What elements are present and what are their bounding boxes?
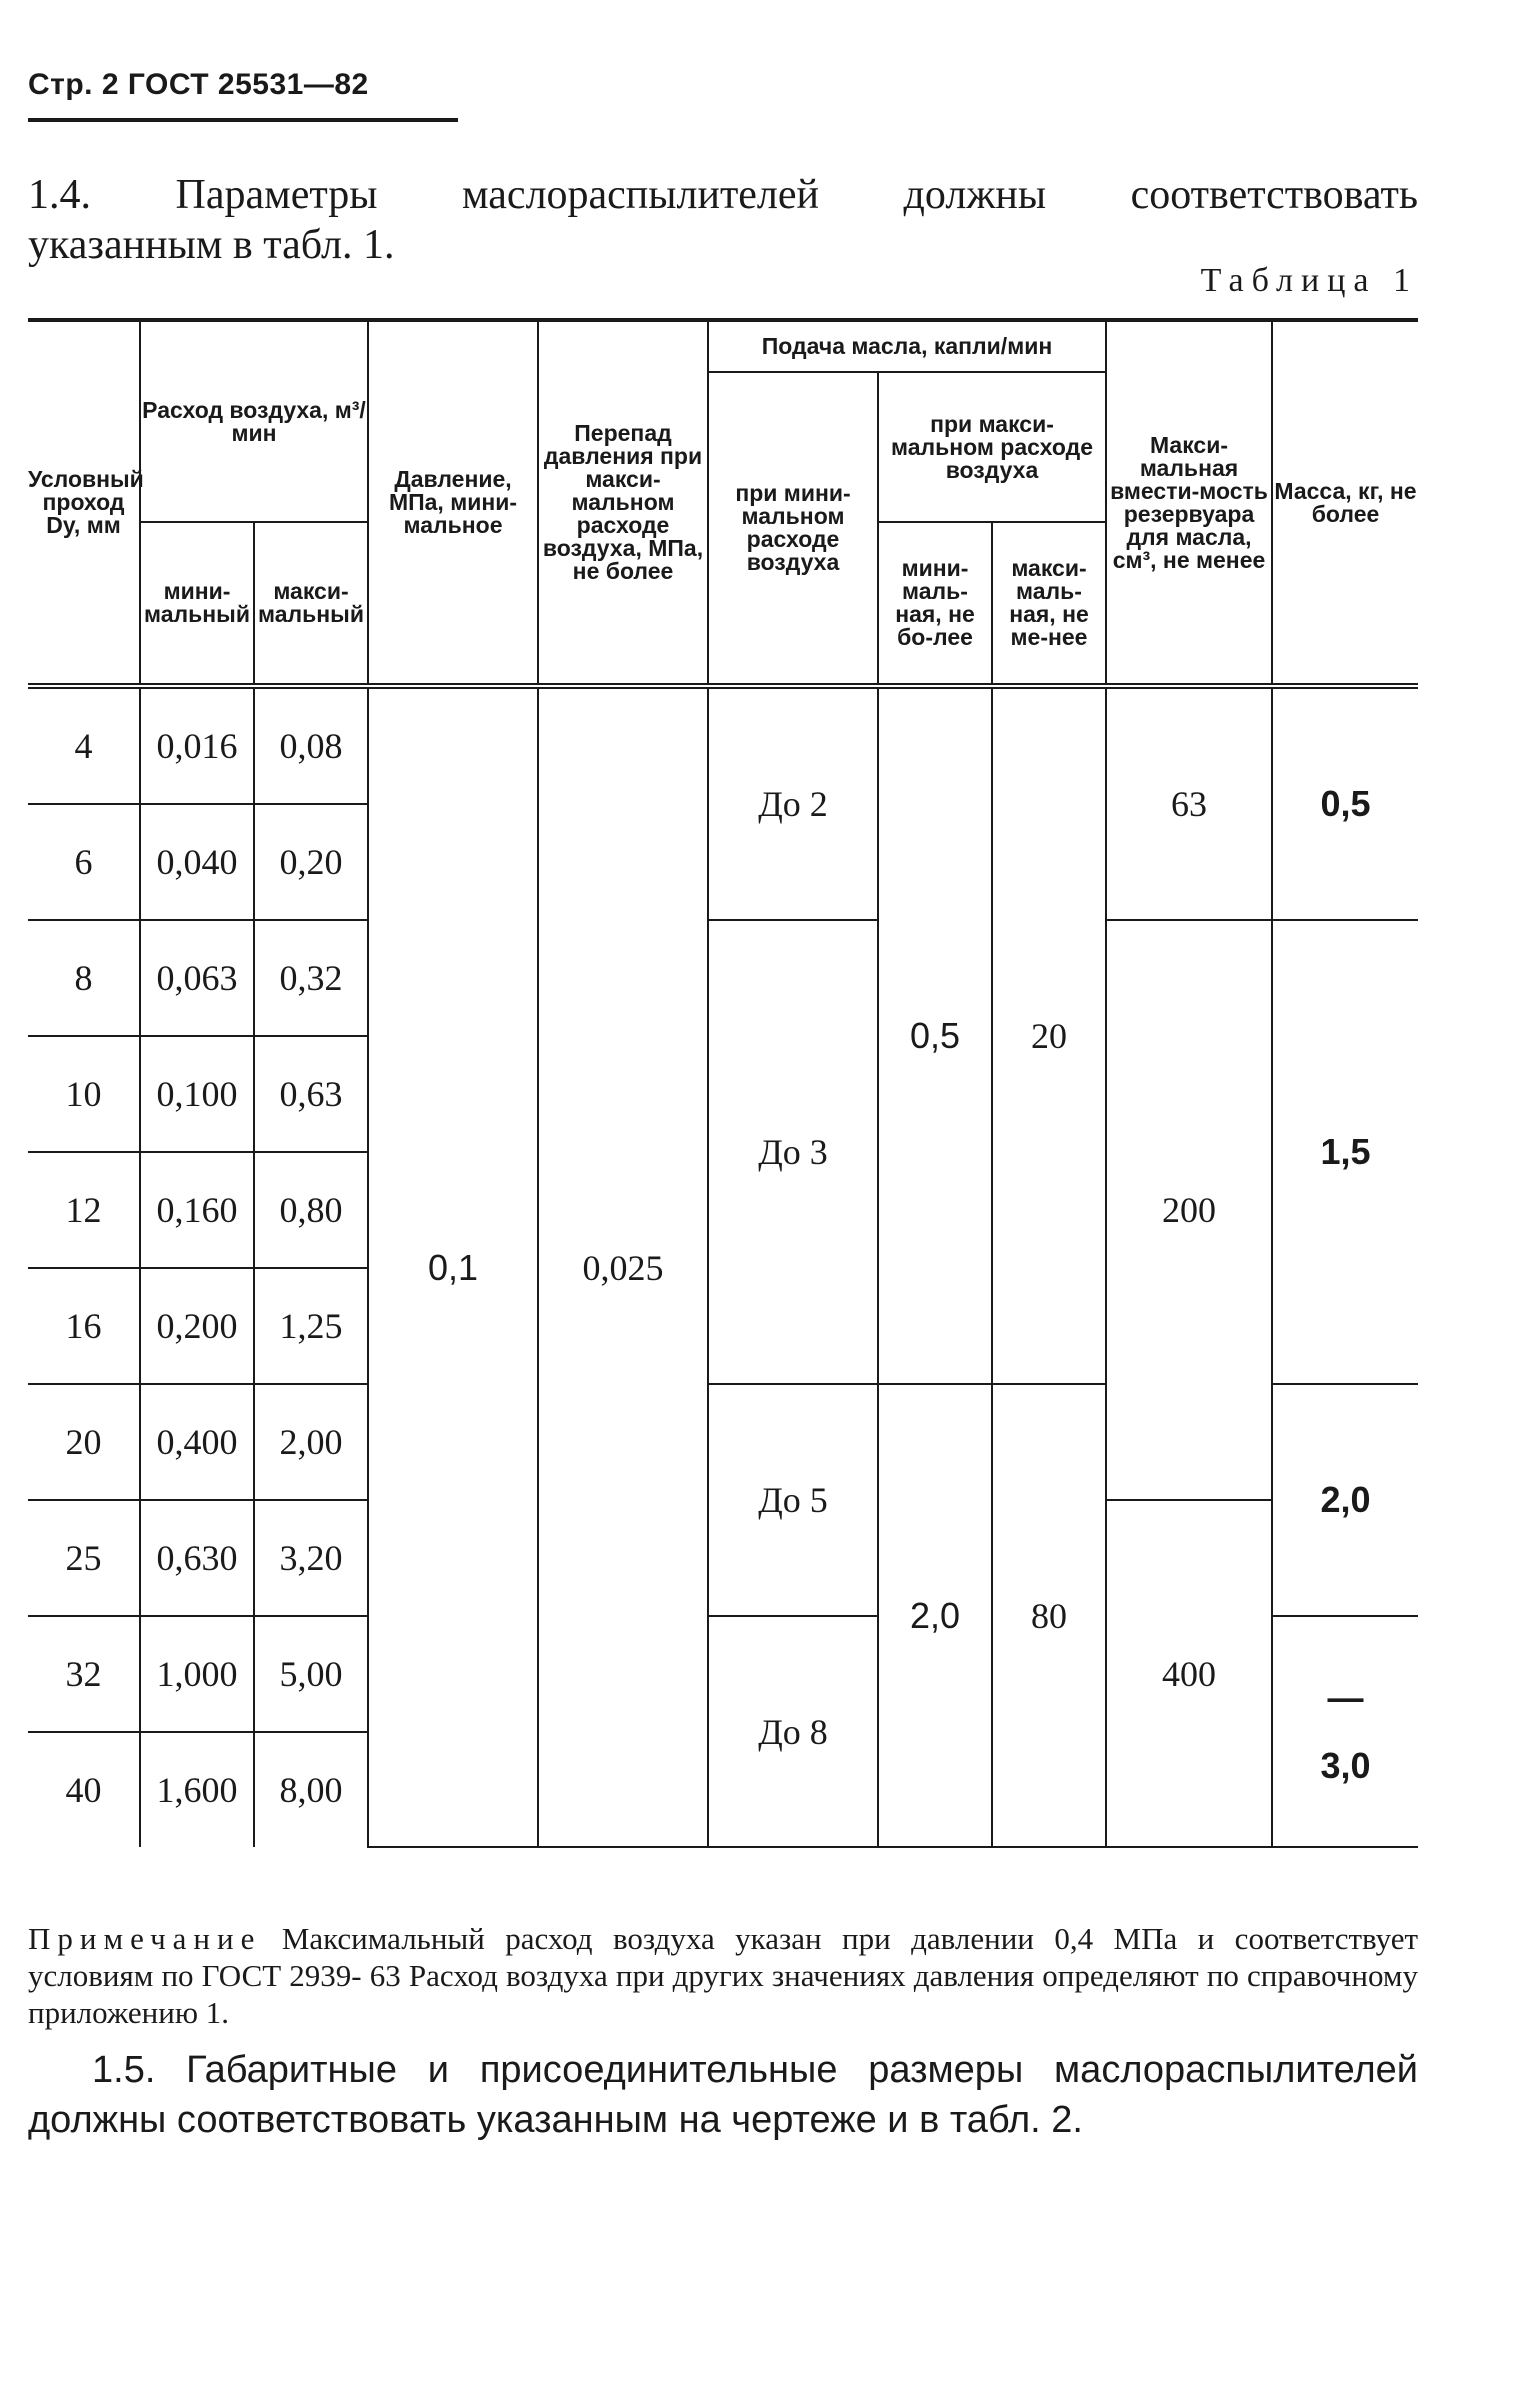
cell-dn: 4 (28, 686, 140, 804)
cell-air-max: 0,20 (254, 804, 368, 920)
cell-air-max: 5,00 (254, 1616, 368, 1732)
header-air-max: макси-мальный (254, 522, 368, 686)
cell-air-min: 1,000 (140, 1616, 254, 1732)
note-label: Примечание (28, 1921, 262, 1956)
cell-air-min: 0,100 (140, 1036, 254, 1152)
header-pressure: Давление, МПа, мини-мальное (368, 320, 538, 686)
header-oil-supply: Подача масла, капли/мин (708, 320, 1106, 372)
cell-air-max: 2,00 (254, 1384, 368, 1500)
cell-reservoir: 63 (1106, 686, 1272, 920)
cell-air-max: 8,00 (254, 1732, 368, 1847)
cell-air-max: 0,63 (254, 1036, 368, 1152)
cell-dn: 40 (28, 1732, 140, 1847)
cell-air-min: 0,040 (140, 804, 254, 920)
cell-oil-max-max: 20 (992, 686, 1106, 1384)
table-row (28, 920, 1418, 1036)
cell-air-min: 0,016 (140, 686, 254, 804)
cell-oil-max-max: 80 (992, 1384, 1106, 1847)
header-rule (28, 118, 458, 122)
cell-oil-at-min: До 5 (708, 1384, 878, 1616)
header-mass: Масса, кг, не более (1272, 320, 1418, 686)
cell-oil-at-min: До 2 (708, 686, 878, 920)
cell-reservoir: 200 (1106, 920, 1272, 1500)
cell-air-min: 0,160 (140, 1152, 254, 1268)
header-oil-max-min: мини-маль-ная, не бо-лее (878, 522, 992, 686)
cell-mass: 1,5 (1272, 920, 1418, 1384)
cell-air-max: 0,32 (254, 920, 368, 1036)
cell-mass-stack (1272, 1616, 1418, 1847)
cell-dn: 8 (28, 920, 140, 1036)
header-oil-at-max-flow: при макси-мальном расходе воздуха (878, 372, 1106, 522)
mass-dash: — (1327, 1676, 1364, 1718)
cell-air-min: 0,630 (140, 1500, 254, 1616)
mass-value: 3,0 (1320, 1744, 1371, 1786)
page-header: Стр. 2 ГОСТ 25531—82 (28, 68, 369, 101)
header-air-min: мини-мальный (140, 522, 254, 686)
header-oil-max-max: макси-маль-ная, не ме-нее (992, 522, 1106, 686)
cell-dn: 25 (28, 1500, 140, 1616)
table-row (28, 686, 1418, 804)
cell-air-max: 1,25 (254, 1268, 368, 1384)
cell-air-min: 1,600 (140, 1732, 254, 1847)
cell-dn: 20 (28, 1384, 140, 1500)
cell-air-max: 3,20 (254, 1500, 368, 1616)
intro-line-1: 1.4. Параметры маслораспылителей должны соответствовать (28, 172, 1418, 218)
note-text: Максимальный расход воздуха указан при давлении 0,4 МПа и соответствует условиям по ГОСТ 2939- 63 Расход воздуха при других значениях давления определяют по справочному приложению 1. (28, 1921, 1419, 2030)
header-air-flow: Расход воздуха, м³/мин (140, 320, 368, 522)
table-note (28, 1920, 1418, 2031)
cell-oil-max-min: 2,0 (878, 1384, 992, 1847)
header-pressure-drop: Перепад давления при макси-мальном расходе воздуха, МПа, не более (538, 320, 708, 686)
intro-line-2: указанным в табл. 1. (28, 222, 395, 268)
cell-oil-at-min: До 3 (708, 920, 878, 1384)
parameters-table (28, 318, 1418, 1848)
cell-dn: 32 (28, 1616, 140, 1732)
table-caption: Таблица 1 (1200, 262, 1418, 299)
cell-dn: 16 (28, 1268, 140, 1384)
header-oil-at-min-flow: при мини-мальном расходе воздуха (708, 372, 878, 686)
cell-reservoir: 400 (1106, 1500, 1272, 1847)
paragraph-1-5 (28, 2045, 1418, 2145)
paragraph-1-5-text: 1.5. Габаритные и присоединительные размеры маслораспылителей должны соответствовать указанным на чертеже и в табл. 2. (28, 2049, 1418, 2141)
cell-pressure: 0,1 (368, 686, 538, 1847)
cell-air-min: 0,200 (140, 1268, 254, 1384)
cell-air-min: 0,400 (140, 1384, 254, 1500)
cell-dn: 6 (28, 804, 140, 920)
cell-dn: 12 (28, 1152, 140, 1268)
cell-air-min: 0,063 (140, 920, 254, 1036)
cell-mass: 0,5 (1272, 686, 1418, 920)
cell-air-max: 0,80 (254, 1152, 368, 1268)
cell-oil-max-min: 0,5 (878, 686, 992, 1384)
header-nominal-bore: Условный проход Dу, мм (28, 320, 140, 686)
cell-dn: 10 (28, 1036, 140, 1152)
cell-oil-at-min: До 8 (708, 1616, 878, 1847)
cell-air-max: 0,08 (254, 686, 368, 804)
cell-mass: 2,0 (1272, 1384, 1418, 1616)
header-reservoir: Макси-мальная вмести-мость резервуара для масла, см³, не менее (1106, 320, 1272, 686)
cell-pressure-drop: 0,025 (538, 686, 708, 1847)
